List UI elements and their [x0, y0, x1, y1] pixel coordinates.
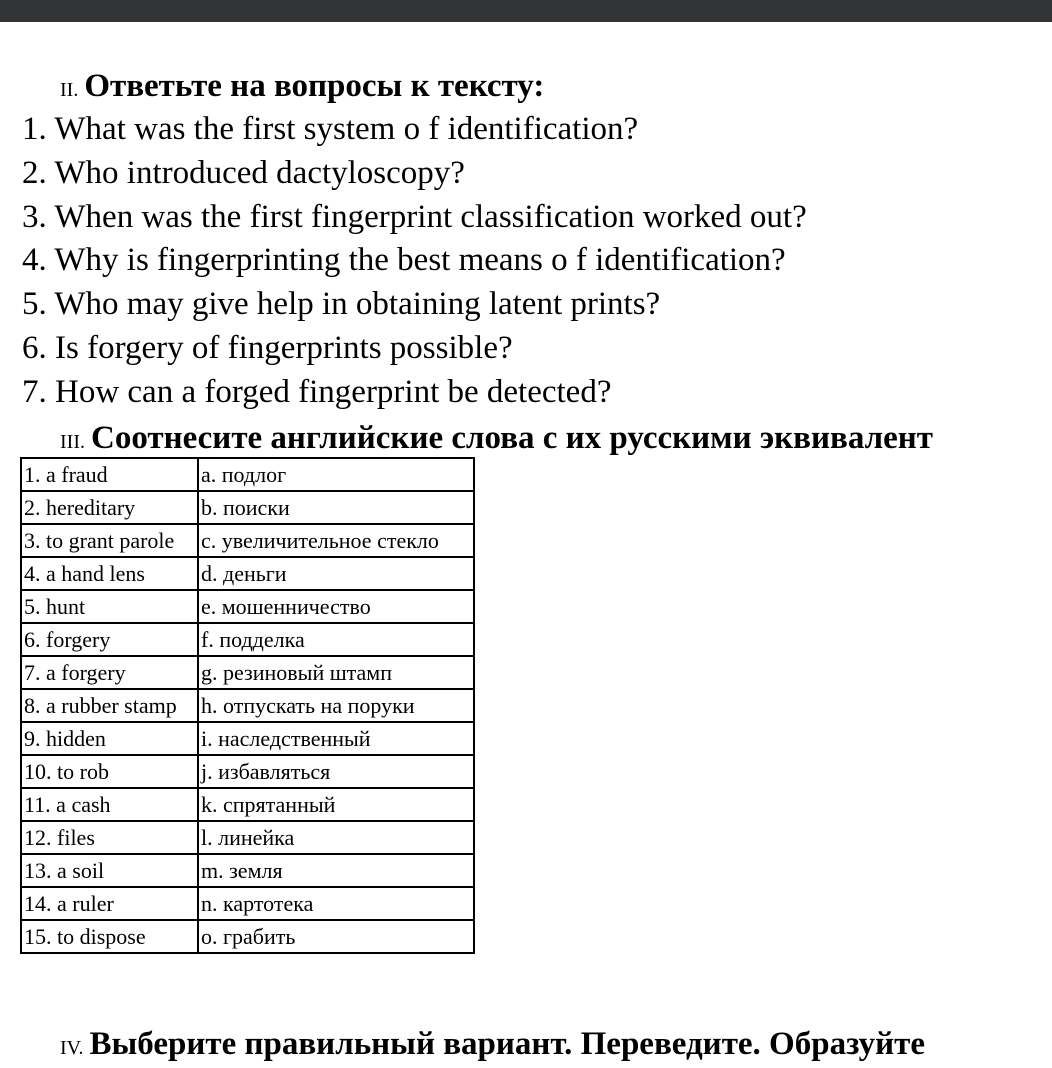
table-row: [21, 590, 474, 623]
russian-equivalent: f. подделка: [198, 623, 474, 656]
table-row: [21, 491, 474, 524]
table-row: [21, 458, 474, 491]
section-3-heading: [60, 418, 933, 462]
section-4-heading: [60, 1024, 925, 1068]
english-word: 3. to grant parole: [21, 524, 198, 557]
section-3-number: III.: [60, 431, 85, 453]
section-2-title: Ответьте на вопросы к тексту:: [84, 68, 545, 104]
english-word: 5. hunt: [21, 590, 198, 623]
question-list: [22, 108, 807, 415]
table-row: [21, 821, 474, 854]
english-word: 15. to dispose: [21, 920, 198, 953]
section-2-number: II.: [60, 79, 79, 101]
russian-equivalent: a. подлог: [198, 458, 474, 491]
russian-equivalent: l. линейка: [198, 821, 474, 854]
english-word: 1. a fraud: [21, 458, 198, 491]
english-word: 6. forgery: [21, 623, 198, 656]
russian-equivalent: k. спрятанный: [198, 788, 474, 821]
russian-equivalent: b. поиски: [198, 491, 474, 524]
russian-equivalent: g. резиновый штамп: [198, 656, 474, 689]
table-row: [21, 854, 474, 887]
top-bar: [0, 0, 1052, 22]
russian-equivalent: e. мошенничество: [198, 590, 474, 623]
english-word: 9. hidden: [21, 722, 198, 755]
table-row: [21, 524, 474, 557]
section-2-heading: [60, 66, 544, 110]
section-4-title: Выберите правильный вариант. Переведите. Образуйте: [89, 1026, 926, 1062]
table-row: [21, 755, 474, 788]
english-word: 4. a hand lens: [21, 557, 198, 590]
english-word: 7. a forgery: [21, 656, 198, 689]
table-row: [21, 788, 474, 821]
russian-equivalent: h. отпускать на поруки: [198, 689, 474, 722]
russian-equivalent: c. увеличительное стекло: [198, 524, 474, 557]
table-row: [21, 656, 474, 689]
question-item: 1. What was the first system o f identification?: [22, 111, 639, 147]
english-word: 2. hereditary: [21, 491, 198, 524]
question-item: 5. Who may give help in obtaining latent prints?: [22, 286, 661, 323]
russian-equivalent: o. грабить: [198, 920, 474, 953]
table-row: [21, 689, 474, 722]
english-word: 14. a ruler: [21, 887, 198, 920]
russian-equivalent: n. картотека: [198, 887, 474, 920]
question-item: 4. Why is fingerprinting the best means o f identification?: [22, 242, 786, 279]
table-row: [21, 557, 474, 590]
section-4-number: IV.: [60, 1037, 84, 1059]
russian-equivalent: m. земля: [198, 854, 474, 887]
table-row: [21, 920, 474, 953]
section-3-title: Соотнесите английские слова с их русскими эквивалент: [90, 420, 933, 456]
english-word: 12. files: [21, 821, 198, 854]
question-item: 2. Who introduced dactyloscopy?: [22, 154, 465, 191]
vocabulary-table: [20, 457, 475, 954]
table-row: [21, 722, 474, 755]
english-word: 11. a cash: [21, 788, 198, 821]
table-row: [21, 887, 474, 920]
russian-equivalent: i. наследственный: [198, 722, 474, 755]
english-word: 10. to rob: [21, 755, 198, 788]
russian-equivalent: d. деньги: [198, 557, 474, 590]
question-item: 3. When was the first fingerprint classification worked out?: [22, 198, 807, 235]
english-word: 13. a soil: [21, 854, 198, 887]
russian-equivalent: j. избавляться: [198, 755, 474, 788]
english-word: 8. a rubber stamp: [21, 689, 198, 722]
table-row: [21, 623, 474, 656]
question-item: 6. Is forgery of fingerprints possible?: [22, 329, 513, 366]
question-item: 7. How can a forged fingerprint be detected?: [22, 373, 612, 410]
